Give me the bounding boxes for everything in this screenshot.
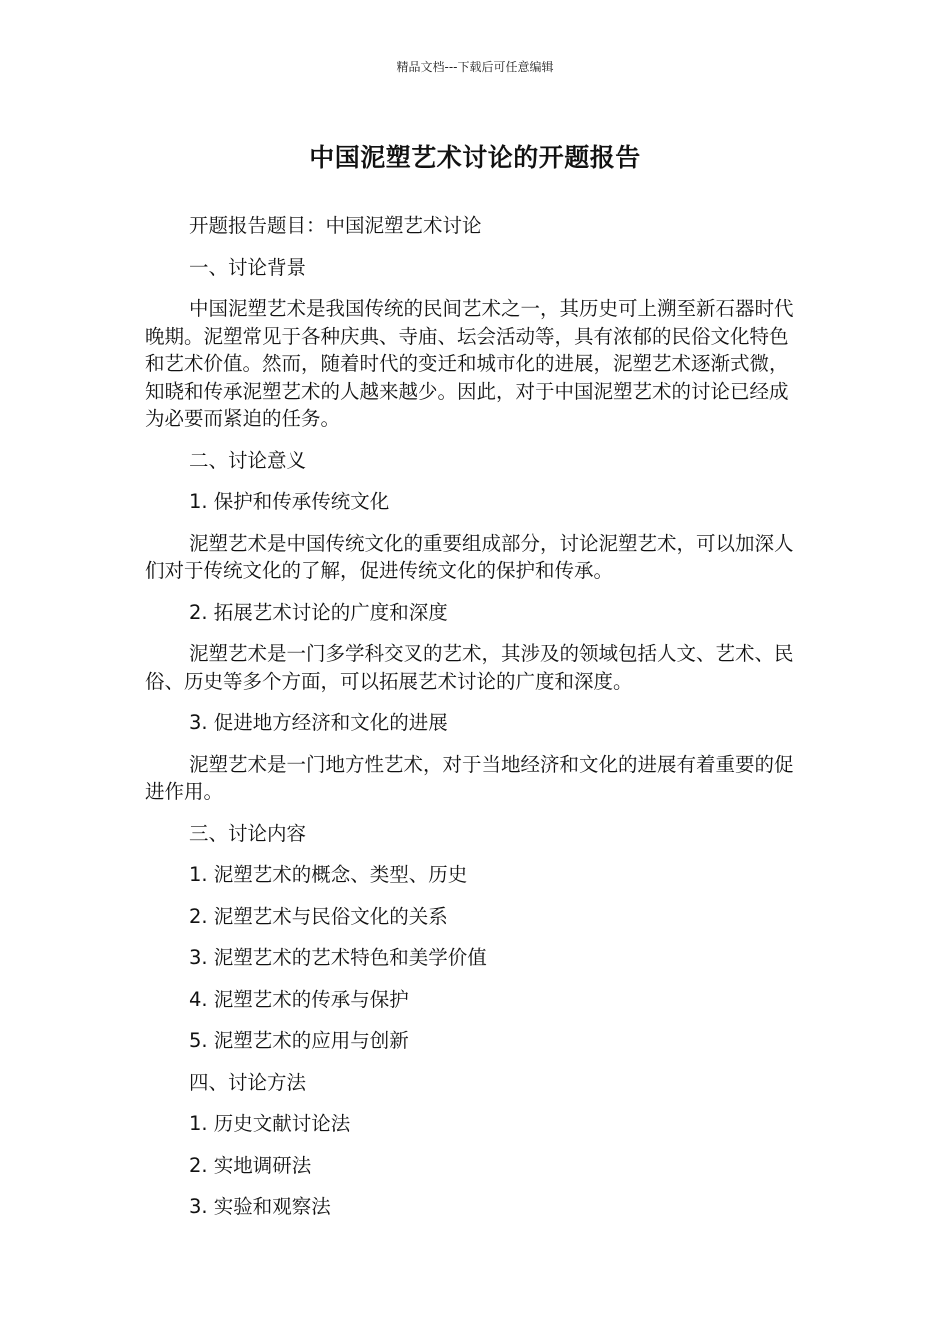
section-heading-methods: 四、讨论方法 [189, 1070, 307, 1094]
significance-item-3: 3. 促进地方经济和文化的进展 [189, 711, 448, 734]
content-item-2: 2. 泥塑艺术与民俗文化的关系 [189, 904, 448, 928]
report-topic: 开题报告题目：中国泥塑艺术讨论 [189, 214, 482, 237]
document-body [145, 212, 805, 1235]
method-item-3: 3. 实验和观察法 [189, 1195, 331, 1218]
section-heading-significance: 二、讨论意义 [189, 448, 307, 472]
significance-item-1: 1. 保护和传承传统文化 [189, 490, 390, 513]
content-item-4: 4. 泥塑艺术的传承与保护 [189, 987, 409, 1011]
page-header-note: 精品文档---下载后可任意编辑 [396, 60, 554, 74]
significance-item-2: 2. 拓展艺术讨论的广度和深度 [189, 600, 448, 624]
content-item-5: 5. 泥塑艺术的应用与创新 [189, 1029, 409, 1052]
method-item-1: 1. 历史文献讨论法 [189, 1112, 351, 1135]
section-heading-background: 一、讨论背景 [189, 255, 307, 279]
content-item-1: 1. 泥塑艺术的概念、类型、历史 [189, 863, 468, 886]
section-heading-content: 三、讨论内容 [189, 821, 307, 845]
background-paragraph: 中国泥塑艺术是我国传统的民间艺术之一，其历史可上溯至新石器时代晚期。泥塑常见于各种庆典、寺庙、坛会活动等，具有浓郁的民俗文化特色和艺术价值。然而，随着时代的变迁和城市化的进展，泥塑艺术逐渐式微，知晓和传承泥塑艺术的人越来越少。因此，对于中国泥塑艺术的讨论已经成为必要而紧迫的任务。 [145, 297, 794, 430]
significance-item-2-text: 泥塑艺术是一门多学科交叉的艺术，其涉及的领域包括人文、艺术、民俗、历史等多个方面，可以拓展艺术讨论的广度和深度。 [145, 642, 794, 693]
document-title: 中国泥塑艺术讨论的开题报告 [309, 143, 641, 172]
significance-item-1-text: 泥塑艺术是中国传统文化的重要组成部分，讨论泥塑艺术，可以加深人们对于传统文化的了解，促进传统文化的保护和传承。 [145, 531, 794, 582]
method-item-2: 2. 实地调研法 [189, 1153, 312, 1177]
content-item-3: 3. 泥塑艺术的艺术特色和美学价值 [189, 946, 487, 969]
significance-item-3-text: 泥塑艺术是一门地方性艺术，对于当地经济和文化的进展有着重要的促进作用。 [145, 752, 794, 803]
